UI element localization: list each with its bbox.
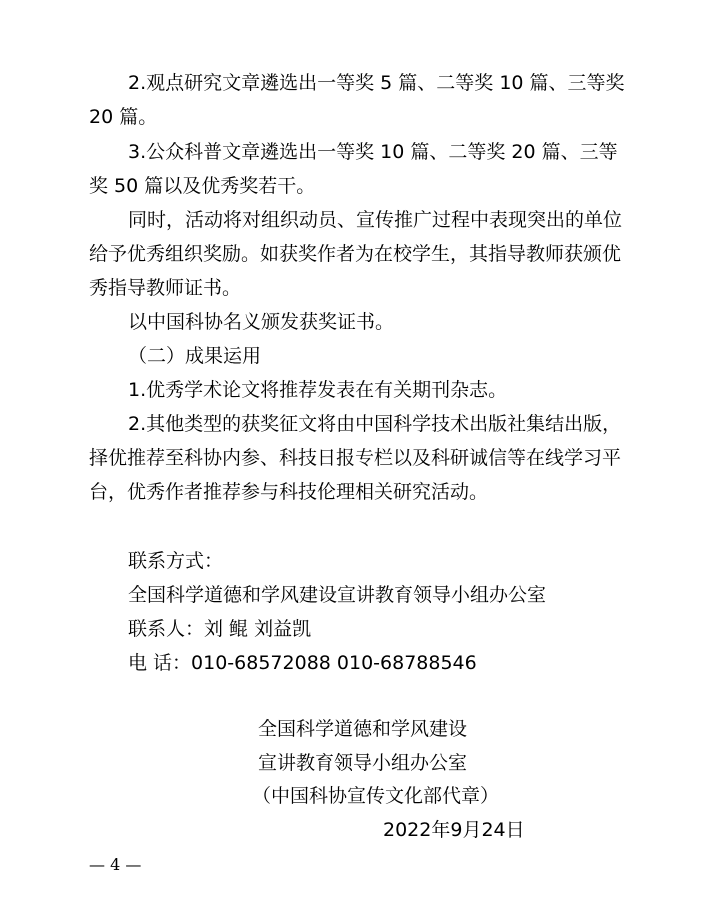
contact-persons: 联系人：刘 鲲 刘益凯	[128, 618, 312, 640]
body-line: 台，优秀作者推荐参与科技伦理相关研究活动。	[89, 481, 489, 503]
signature-line: （中国科协宣传文化部代章）	[252, 785, 500, 807]
body-line: 以中国科协名义颁发获奖证书。	[128, 311, 395, 333]
body-line: 同时，活动将对组织动员、宣传推广过程中表现突出的单位	[128, 209, 623, 231]
contact-heading: 联系方式：	[128, 550, 224, 572]
body-line: 2.观点研究文章遴选出一等奖 5 篇、二等奖 10 篇、三等奖	[128, 72, 625, 94]
signature-line: 全国科学道德和学风建设	[258, 718, 468, 740]
body-line: 1.优秀学术论文将推荐发表在有关期刊杂志。	[128, 379, 508, 401]
signature-date: 2022年9月24日	[383, 819, 525, 841]
body-line: 秀指导教师证书。	[89, 277, 242, 299]
body-line: 3.公众科普文章遴选出一等奖 10 篇、二等奖 20 篇、三等	[128, 141, 618, 163]
section-heading: （二）成果运用	[128, 345, 262, 367]
body-line: 给予优秀组织奖励。如获奖作者为在校学生，其指导教师获颁优	[89, 243, 622, 265]
contact-phone: 电 话：010-68572088 010-68788546	[128, 652, 477, 674]
signature-line: 宣讲教育领导小组办公室	[258, 752, 468, 774]
body-line: 20 篇。	[89, 106, 158, 128]
page-number: — 4 —	[89, 855, 142, 874]
body-line: 择优推荐至科协内参、科技日报专栏以及科研诚信等在线学习平	[89, 447, 622, 469]
body-line: 2.其他类型的获奖征文将由中国科学技术出版社集结出版，	[128, 413, 622, 435]
body-line: 奖 50 篇以及优秀奖若干。	[89, 175, 316, 197]
contact-office: 全国科学道德和学风建设宣讲教育领导小组办公室	[128, 584, 547, 606]
